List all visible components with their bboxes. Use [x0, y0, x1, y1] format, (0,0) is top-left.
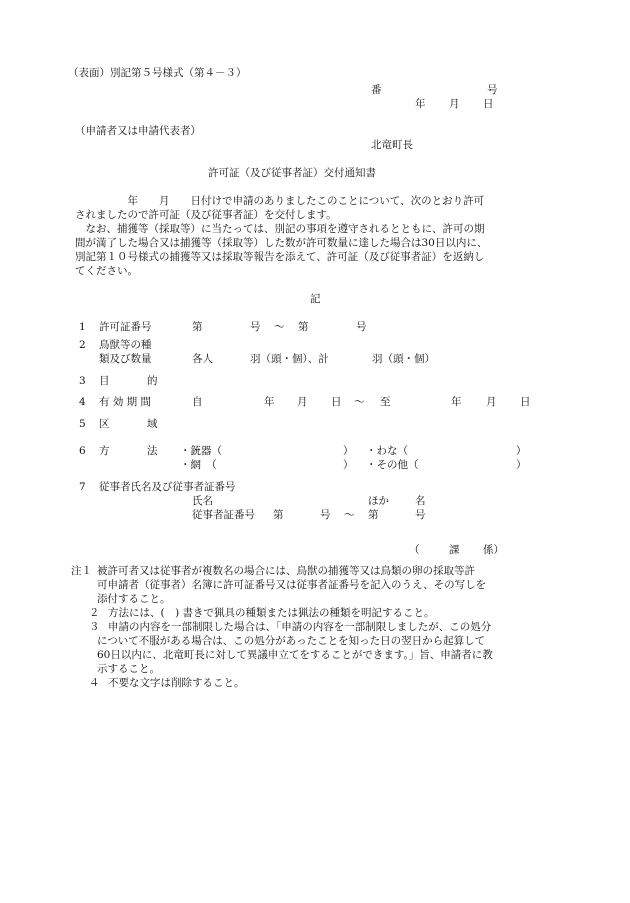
item-6-other-close: ） [516, 459, 527, 471]
item-6-net: ・網 （ [180, 459, 217, 471]
item-6-other: ・その他（ [366, 459, 419, 471]
item-1-dai-1: 第 [192, 321, 203, 333]
item-4-label: 有 効 期 間 [99, 396, 152, 408]
item-4-to: 至 [380, 396, 391, 408]
note-3-line-3: 60日以内に、北竜町長に対して異議申立てをすることができます。」旨、申請者に教 [97, 649, 493, 661]
note-3-line-1: 申請の内容を一部制限した場合は、「申請の内容を一部制限しましたが、この処分 [108, 621, 492, 633]
item-6-number: 6 [79, 445, 86, 457]
number-ban: 番 [371, 84, 382, 96]
item-1-label: 許可証番号 [99, 321, 152, 333]
item-7-name: 氏名 [192, 495, 213, 507]
body-paragraph-2-line-1: なお、捕獲等（採取等）に当たっては、別記の事項を遵守されるとともに、許可の期 [75, 223, 485, 235]
body-paragraph-2-line-4: てください。 [75, 265, 138, 277]
item-7-dai-2: 第 [368, 509, 379, 521]
ki-heading: 記 [310, 293, 321, 305]
item-4-year-1: 年 [264, 396, 275, 408]
item-2-label-line-2: 類及び数量 [99, 353, 152, 365]
note-1-line-3: 添付すること。 [97, 593, 171, 605]
item-2-total-unit: 羽（頭・個） [372, 353, 435, 365]
date-day: 日 [483, 98, 494, 110]
note-1-head: 注１ [71, 565, 92, 577]
item-7-cert-label: 従事者証番号 [192, 509, 255, 521]
item-7-mei: 名 [415, 495, 426, 507]
item-4-month-2: 月 [486, 396, 497, 408]
item-2-label-line-1: 鳥獣等の種 [99, 339, 152, 351]
note-4-text: 不要な文字は削除すること。 [108, 677, 245, 689]
body-paragraph-1-line-2: されましたので許可証（及び従事者証）を交付します。 [75, 209, 337, 221]
date-month: 月 [449, 98, 460, 110]
item-6-label-1: 方 [99, 445, 110, 457]
item-4-month-1: 月 [297, 396, 308, 408]
item-6-firearm: ・銃器（ [180, 445, 222, 457]
section-kakari: 係） [483, 544, 504, 556]
item-1-dai-2: 第 [298, 321, 309, 333]
item-6-net-close: ） [343, 459, 354, 471]
section-ka: 課 [449, 544, 460, 556]
item-4-number: 4 [79, 396, 86, 408]
item-7-dai-1: 第 [273, 509, 284, 521]
note-1-line-1: 被許可者又は従事者が複数名の場合には、鳥獣の捕獲等又は鳥類の卵の採取等許 [97, 565, 475, 577]
item-2-count-unit: 羽（頭・個）、計 [250, 353, 329, 365]
note-2-text: 方法には、( ) 書きで猟具の種類または猟法の種類を明記すること。 [108, 607, 435, 619]
section-open: （ [409, 544, 420, 556]
number-go: 号 [487, 84, 498, 96]
item-1-number: 1 [79, 321, 86, 333]
item-1-go-2: 号 [356, 321, 367, 333]
item-6-label-2: 法 [147, 445, 158, 457]
item-4-year-2: 年 [451, 396, 462, 408]
item-4-from: 自 [192, 396, 203, 408]
item-7-go-2: 号 [415, 509, 426, 521]
item-5-label-1: 区 [99, 418, 110, 430]
issuer: 北竜町長 [371, 139, 413, 151]
document-title: 許可証（及び従事者証）交付通知書 [208, 167, 376, 179]
item-2-number: 2 [79, 339, 86, 351]
item-6-trap: ・わな（ [366, 445, 408, 457]
item-7-hoka: ほか [368, 495, 389, 507]
date-year: 年 [415, 98, 426, 110]
note-3-line-2: について不服がある場合は、この処分があったことを知った日の翌日から起算して [97, 635, 486, 647]
item-3-label-1: 目 [99, 375, 110, 387]
note-2-head: ２ [89, 607, 100, 619]
body-paragraph-2-line-3: 別記第１０号様式の捕獲等又は採取等報告を添えて、許可証（及び従事者証）を返納し [75, 251, 485, 263]
body-paragraph-2-line-2: 間が満了した場合又は捕獲等（採取等）した数が許可数量に達した場合は30日以内に、 [75, 237, 488, 249]
note-3-line-4: 示すること。 [97, 663, 160, 675]
body-paragraph-1-line-1: 年 月 日付けで申請のありましたこのことについて、次のとおり許可 [75, 195, 485, 207]
item-5-label-2: 域 [147, 418, 158, 430]
note-1-line-2: 可申請者（従事者）名簿に許可証番号又は従事者証番号を記入のうえ、その写しを [97, 579, 487, 591]
item-3-label-2: 的 [147, 375, 158, 387]
item-6-trap-close: ） [516, 445, 527, 457]
item-7-number: 7 [79, 481, 86, 493]
item-6-firearm-close: ） [343, 445, 354, 457]
item-4-day-2: 日 [520, 396, 531, 408]
item-4-day-1: 日 [331, 396, 342, 408]
form-label: （表面）別記第５号様式（第４－３） [68, 67, 247, 79]
item-7-go-1: 号 [320, 509, 331, 521]
item-1-go-1: 号 [250, 321, 261, 333]
note-3-head: ３ [89, 621, 100, 633]
applicant-label: （申請者又は申請代表者） [75, 125, 201, 137]
item-2-kakujin: 各人 [192, 353, 213, 365]
item-1-tilde: ～ [274, 321, 285, 333]
item-4-tilde: ～ [354, 396, 365, 408]
item-3-number: 3 [79, 375, 86, 387]
note-4-head: ４ [89, 677, 100, 689]
item-5-number: 5 [79, 418, 86, 430]
item-7-tilde: ～ [344, 509, 355, 521]
item-7-label: 従事者氏名及び従事者証番号 [99, 481, 236, 493]
